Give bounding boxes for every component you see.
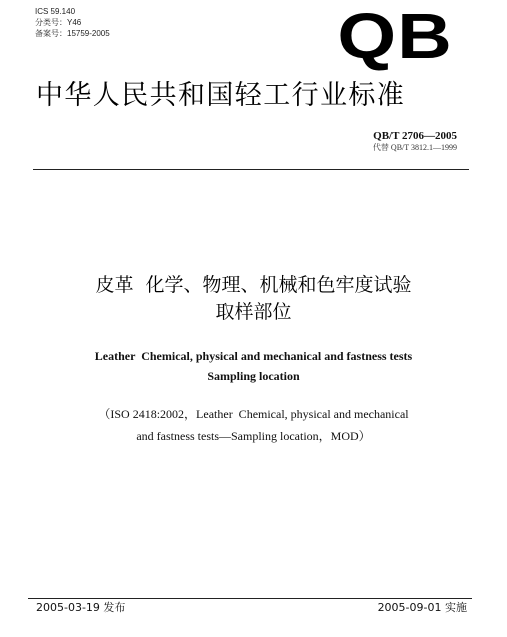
standard-number: QB/T 2706—2005 [373,130,457,142]
organization-title: 中华人民共和国轻工行业标准 [36,80,406,111]
ics-code: ICS 59.140 [35,7,76,16]
iso-reference [30,403,477,447]
bottom-divider [28,598,472,599]
chinese-title-line-1: 皮革 化学、物理、机械和色牢度试验 [95,274,412,296]
english-title-line-2: Sampling location [207,369,300,383]
classification-code: 分类号：Y46 [35,18,82,27]
english-title-line-1: Leather Chemical, physical and mechanical and fastness tests [94,349,413,363]
publish-date: 2005-03-19 发布 [36,601,126,614]
replaces-standard: 代替 QB/T 3812.1—1999 [372,143,457,152]
chinese-title [30,272,477,326]
iso-reference-line-2: and fastness tests—Sampling location，MOD） [136,429,371,443]
implement-date: 2005-09-01 实施 [377,601,467,614]
record-number: 备案号：15759-2005 [35,29,110,38]
top-divider [33,169,469,170]
qb-logo: QB [337,0,453,72]
iso-reference-line-1: （ISO 2418:2002，Leather Chemical, physical and mechanical [98,407,409,421]
chinese-title-line-2: 取样部位 [215,301,292,323]
english-title [30,346,477,386]
metadata-block [35,6,110,39]
